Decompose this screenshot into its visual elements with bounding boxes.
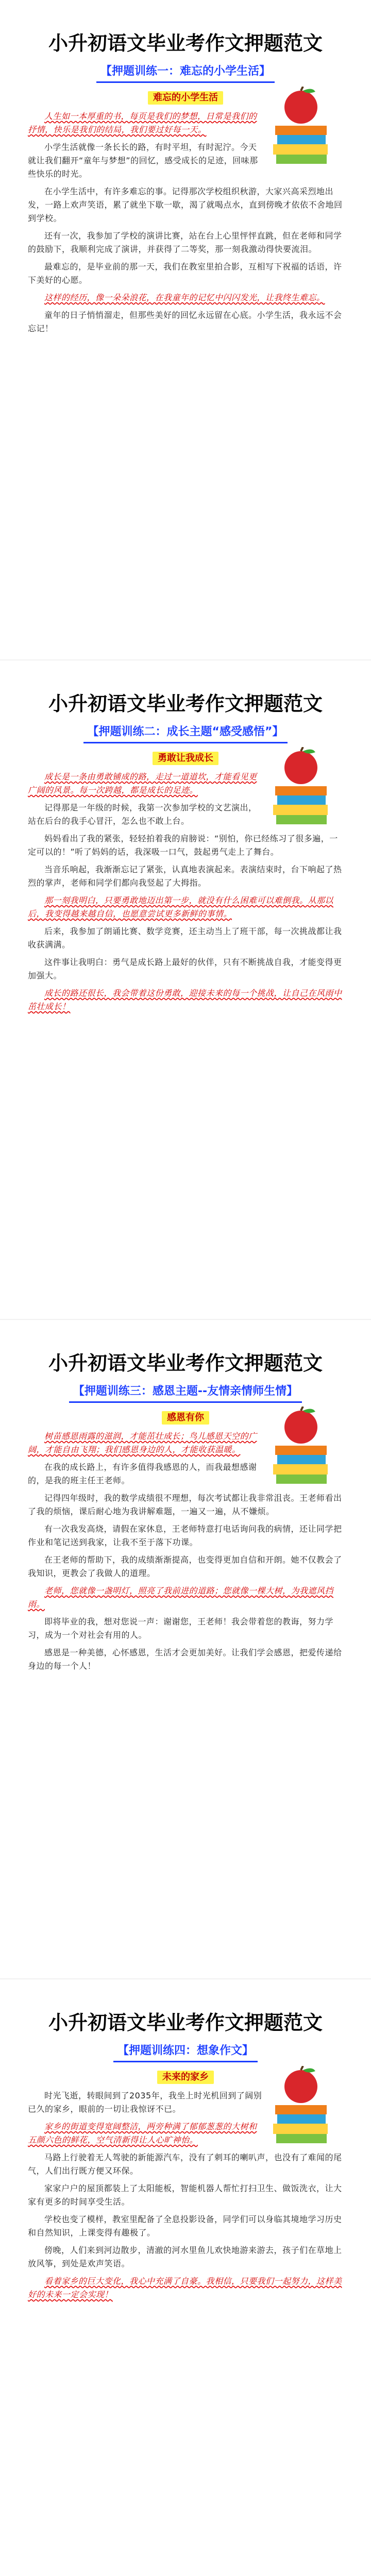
essay-paragraph: 最难忘的，是毕业前的那一天，我们在教室里拍合影，互相写下祝福的话语，许下美好的心愿。 (28, 262, 342, 285)
essay-paragraph: 记得那是一年级的时候，我第一次参加学校的文艺演出，站在后台的我手心冒汗，怎么也不敢上台。 (28, 803, 257, 826)
section-subtitle: 【押题训练二：成长主题“感受感悟”】 (83, 724, 288, 743)
apple-books-icon (270, 2066, 332, 2148)
essay-paragraph: 在小学生活中，有许多难忘的事。记得那次学校组织秋游，大家兴高采烈地出发，一路上欢声笑语，累了就坐下歇一歇，渴了就喝点水，直到傍晚才依依不舍地回到学校。 (28, 187, 343, 223)
essay-paragraph: 看着家乡的巨大变化，我心中充满了自豪。我相信，只要我们一起努力，这样美好的未来一定会实现！ (28, 2276, 342, 2299)
section-subtitle: 【押题训练一：难忘的小学生活】 (96, 64, 275, 83)
essay-section-2 (0, 659, 371, 1319)
essay-paragraph: 当音乐响起，我渐渐忘记了紧张，认真地表演起来。表演结束时，台下响起了热烈的掌声，老师和同学们都向我竖起了大拇指。 (28, 865, 342, 888)
apple-books-icon (270, 747, 332, 829)
essay-paragraph: 家乡的街道变得宽阔整洁，两旁种满了郁郁葱葱的大树和五颜六色的鲜花，空气清新得让人心旷神怡。 (28, 2122, 257, 2145)
essay-title: 勇敢让我成长 (153, 752, 218, 765)
essay-paragraph: 妈妈看出了我的紧张，轻轻拍着我的肩膀说：“别怕，你已经练习了很多遍，一定可以的！”听了妈妈的话，我深吸一口气，鼓起勇气走上了舞台。 (28, 834, 338, 857)
page-title: 小升初语文毕业考作文押题范文 (48, 1352, 323, 1375)
essay-title: 难忘的小学生活 (148, 91, 223, 105)
essay-body (28, 2089, 265, 2147)
essay-paragraph: 有一次我发高烧，请假在家休息，王老师特意打电话询问我的病情，还让同学把作业和笔记送到我家，让我不至于落下功课。 (28, 1524, 342, 1547)
section-subtitle: 【押题训练三：感恩主题--友情亲情师生情】 (69, 1384, 302, 1403)
essay-section-3 (0, 1319, 371, 1978)
essay-paragraph: 傍晚，人们来到河边散步，清澈的河水里鱼儿欢快地游来游去，孩子们在草地上放风筝，到处是欢声笑语。 (28, 2245, 342, 2268)
essay-paragraph: 记得四年级时，我的数学成绩很不理想，每次考试都让我非常沮丧。王老师看出了我的烦恼，课后耐心地为我讲解难题，一遍又一遍，从不嫌烦。 (28, 1493, 342, 1516)
essay-paragraph: 成长的路还很长，我会带着这份勇敢，迎接未来的每一个挑战，让自己在风雨中茁壮成长！ (28, 988, 342, 1011)
essay-paragraph: 童年的日子悄悄溜走，但那些美好的回忆永远留在心底。小学生活，我永远不会忘记！ (28, 310, 342, 333)
essay-paragraph: 老师，您就像一盏明灯，照亮了我前进的道路；您就像一棵大树，为我遮风挡雨。 (28, 1586, 334, 1609)
essay-paragraph: 学校也变了模样，教室里配备了全息投影设备，同学们可以身临其境地学习历史和自然知识，上课变得有趣极了。 (28, 2214, 342, 2238)
essay-title: 未来的家乡 (157, 2071, 214, 2084)
essay-paragraph: 马路上行驶着无人驾驶的新能源汽车，没有了刺耳的喇叭声，也没有了难闻的尾气，人们出行既方便又环保。 (28, 2153, 342, 2176)
apple-books-icon (270, 1406, 332, 1489)
essay-paragraph: 家家户户的屋顶都装上了太阳能板，智能机器人帮忙打扫卫生、做饭洗衣，让大家有更多的时间享受生活。 (28, 2183, 342, 2207)
essay-body (28, 1430, 265, 1487)
essay-body (28, 770, 265, 828)
essay-paragraph: 还有一次，我参加了学校的演讲比赛，站在台上心里怦怦直跳，但在老师和同学的鼓励下，我顺利完成了演讲，并获得了二等奖，那一刻我激动得快要流泪。 (28, 231, 342, 254)
essay-body (28, 110, 265, 181)
essay-paragraph: 人生如一本厚重的书，每页是我们的梦想，日常是我们的抒情，快乐是我们的结局，我们要过好每一天。 (28, 111, 257, 134)
section-subtitle: 【押题训练四：想象作文】 (113, 2043, 258, 2062)
essay-title: 感恩有你 (162, 1411, 209, 1425)
essay-paragraph: 时光飞逝，转眼间到了2035年，我坐上时光机回到了阔别已久的家乡，眼前的一切让我惊讶不已。 (28, 2091, 262, 2114)
apple-books-icon (270, 87, 332, 169)
essay-paragraph: 即将毕业的我，想对您说一声：谢谢您，王老师！我会带着您的教诲，努力学习，成为一个对社会有用的人。 (28, 1617, 334, 1640)
essay-paragraph: 在我的成长路上，有许多值得我感恩的人，而我最想感谢的，是我的班主任王老师。 (28, 1462, 257, 1485)
page-title: 小升初语文毕业考作文押题范文 (48, 692, 323, 715)
essay-paragraph: 成长是一条由勇敢铺成的路，走过一道道坎，才能看见更广阔的风景。每一次跨越，都是成长的足迹。 (28, 772, 257, 795)
essay-paragraph: 这样的经历，像一朵朵浪花，在我童年的记忆中闪闪发光，让我终生难忘。 (44, 293, 325, 302)
essay-paragraph: 在王老师的帮助下，我的成绩渐渐提高，也变得更加自信和开朗。她不仅教会了我知识，更教会了我做人的道理。 (28, 1555, 342, 1578)
essay-paragraph: 树苗感恩雨露的滋润，才能茁壮成长；鸟儿感恩天空的广阔，才能自由飞翔；我们感恩身边的人，才能收获温暖。 (28, 1431, 257, 1454)
page-title: 小升初语文毕业考作文押题范文 (48, 2011, 323, 2034)
essay-paragraph: 那一刻我明白，只要勇敢地迈出第一步，就没有什么困难可以难倒我。从那以后，我变得越来越自信，也愿意尝试更多新鲜的事情。 (28, 895, 334, 919)
page-title: 小升初语文毕业考作文押题范文 (48, 32, 323, 55)
essay-section-4 (0, 1978, 371, 2576)
essay-paragraph: 小学生活就像一条长长的路，有时平坦，有时泥泞。今天就让我们翻开“童年与梦想”的回忆，感受成长的足迹，回味那些快乐的时光。 (28, 142, 258, 179)
essay-paragraph: 后来，我参加了朗诵比赛、数学竞赛，还主动当上了班干部，每一次挑战都让我收获满满。 (28, 926, 342, 950)
essay-paragraph: 感恩是一种美德，心怀感恩，生活才会更加美好。让我们学会感恩，把爱传递给身边的每一个人！ (28, 1648, 342, 1671)
essay-section-1 (0, 0, 371, 659)
essay-paragraph: 这件事让我明白：勇气是成长路上最好的伙伴，只有不断挑战自我，才能变得更加强大。 (28, 957, 342, 980)
